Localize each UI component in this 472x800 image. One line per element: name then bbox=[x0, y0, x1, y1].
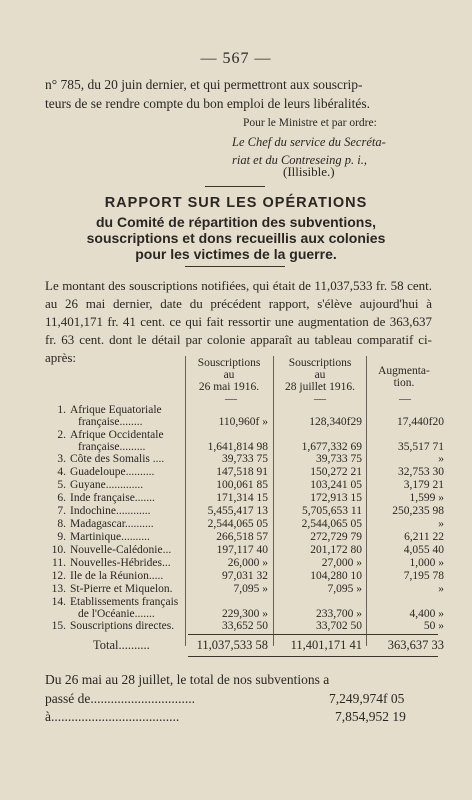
header-dash-3: — bbox=[399, 391, 411, 405]
row-may-value: 26,000 » bbox=[227, 557, 268, 569]
row-may-value: 229,300 » bbox=[222, 608, 268, 620]
closing-line-1: Du 26 mai au 28 juillet, le total de nos subventions a bbox=[45, 672, 330, 687]
row-may-value: 197,117 40 bbox=[216, 544, 268, 556]
total-july-value: 11,401,171 41 bbox=[290, 638, 362, 652]
row-number: 13. bbox=[51, 583, 66, 595]
row-july-value: 104,280 10 bbox=[310, 570, 362, 582]
row-july-value: 39,733 75 bbox=[316, 453, 362, 465]
table-row bbox=[38, 570, 444, 582]
closing-line-3-label: à...................................... bbox=[45, 709, 180, 724]
row-july-value: 201,172 80 bbox=[310, 544, 362, 556]
row-may-value: 39,733 75 bbox=[222, 453, 268, 465]
header-dash-2: — bbox=[314, 391, 326, 405]
table-row bbox=[38, 429, 438, 441]
signature-line-4: (Illisible.) bbox=[283, 164, 335, 179]
row-increase-value: 35,517 71 bbox=[398, 441, 444, 453]
total-increase-value: 363,637 33 bbox=[387, 638, 444, 652]
closing-line-2-label: passé de............................... bbox=[45, 691, 195, 706]
report-title: RAPPORT SUR LES OPÉRATIONS bbox=[104, 195, 368, 211]
row-number: 6. bbox=[57, 492, 66, 504]
report-intro: Le montant des souscriptions notifiées, qui était de 11,037,533 fr. 58 cent. au 26 mai dernier, date du précédent rapport, s'élève aujourd'hui à 11,401,171 fr. 41 cent. ce qui fait ressortir une augmentation de 363,637 fr. 63 cent. dont le détail par colonie apparaît au tableau comparatif ci-après: bbox=[45, 278, 432, 365]
table-row bbox=[38, 518, 444, 530]
row-increase-value: 3,179 21 bbox=[403, 479, 444, 491]
row-may-value: 100,061 85 bbox=[216, 479, 268, 491]
table-row bbox=[38, 441, 444, 453]
header-col-2-line-2: au bbox=[314, 369, 326, 381]
row-increase-value: 6,211 22 bbox=[404, 531, 444, 543]
row-colony-cont: de l'Océanie....... bbox=[78, 608, 155, 620]
row-colony: Guyane............. bbox=[70, 479, 144, 491]
row-may-value: 7,095 » bbox=[233, 583, 268, 595]
header-col-3-line-2: tion. bbox=[393, 377, 415, 389]
header-dash-1: — bbox=[225, 391, 237, 405]
report-subtitle-1: du Comité de répartition des subventions, bbox=[95, 214, 377, 230]
row-colony: Nouvelles-Hébrides... bbox=[70, 557, 171, 569]
row-number: 5. bbox=[57, 479, 66, 491]
opening-line-2: teurs de se rendre compte du bon emploi de leurs libéralités. bbox=[45, 96, 371, 111]
row-number: 9. bbox=[57, 531, 66, 543]
row-number: 8. bbox=[57, 518, 66, 530]
row-increase-value: 32,753 30 bbox=[398, 466, 444, 478]
row-number: 2. bbox=[57, 429, 66, 441]
row-may-value: 1,641,814 98 bbox=[207, 441, 268, 453]
total-rule-bottom bbox=[188, 656, 438, 657]
row-july-value: 33,702 50 bbox=[316, 620, 362, 632]
header-col-3 bbox=[368, 365, 440, 389]
row-colony-cont: française......... bbox=[78, 441, 146, 453]
row-july-value: 5,705,653 11 bbox=[302, 505, 362, 517]
opening-line-1: n° 785, du 20 juin dernier, et qui permettront aux souscrip- bbox=[45, 77, 363, 92]
signature-line-3: riat et du Contreseing p. i., bbox=[232, 153, 367, 167]
header-col-1-line-1: Souscriptions bbox=[197, 357, 261, 369]
row-july-value: 272,729 79 bbox=[310, 531, 362, 543]
table-row bbox=[38, 404, 438, 416]
row-colony: Ile de la Réunion..... bbox=[70, 570, 164, 582]
header-col-1 bbox=[185, 357, 273, 393]
table-row bbox=[38, 466, 444, 478]
closing-line-3-value: 7,854,952 19 bbox=[335, 709, 406, 724]
row-colony: Afrique Equatoriale bbox=[70, 404, 162, 416]
header-col-2-line-1: Souscriptions bbox=[288, 357, 352, 369]
row-number: 11. bbox=[52, 557, 66, 569]
row-colony: Indochine............ bbox=[70, 505, 151, 517]
title-rule bbox=[185, 266, 285, 267]
row-colony: Guadeloupe.......... bbox=[70, 466, 155, 478]
row-increase-value: 4,400 » bbox=[409, 608, 444, 620]
row-increase-value: 250,235 98 bbox=[392, 505, 444, 517]
row-increase-value: 50 » bbox=[423, 620, 444, 632]
row-increase-value: 7,195 78 bbox=[403, 570, 444, 582]
row-number: 10. bbox=[51, 544, 66, 556]
row-colony: Afrique Occidentale bbox=[70, 429, 164, 441]
row-increase-value: 1,599 » bbox=[409, 492, 444, 504]
row-colony: Souscriptions directes. bbox=[70, 620, 175, 632]
row-number: 4. bbox=[57, 466, 66, 478]
row-number: 7. bbox=[57, 505, 66, 517]
row-may-value: 97,031 32 bbox=[222, 570, 268, 582]
table-row bbox=[38, 453, 444, 465]
row-number: 1. bbox=[57, 404, 66, 416]
table-row bbox=[38, 596, 438, 608]
signature-line-1: Pour le Ministre et par ordre: bbox=[243, 117, 377, 129]
row-colony: Côte des Somalis .... bbox=[70, 453, 165, 465]
table-row bbox=[38, 583, 444, 595]
row-increase-value: » bbox=[438, 453, 444, 465]
row-july-value: 128,340f29 bbox=[309, 416, 362, 428]
row-july-value: 233,700 » bbox=[316, 608, 362, 620]
table-row bbox=[38, 531, 444, 543]
row-increase-value: 17,440f20 bbox=[397, 416, 444, 428]
row-july-value: 27,000 » bbox=[321, 557, 362, 569]
row-july-value: 2,544,065 05 bbox=[301, 518, 362, 530]
row-may-value: 266,518 57 bbox=[216, 531, 268, 543]
table-row bbox=[38, 557, 444, 569]
row-colony: St-Pierre et Miquelon. bbox=[70, 583, 173, 595]
table-row bbox=[38, 505, 444, 517]
separator-rule bbox=[205, 186, 265, 187]
row-may-value: 33,652 50 bbox=[222, 620, 268, 632]
row-july-value: 172,913 15 bbox=[310, 492, 362, 504]
row-colony: Madagascar.......... bbox=[70, 518, 154, 530]
header-col-1-line-2: au bbox=[223, 369, 235, 381]
report-subtitle-3: pour les victimes de la guerre. bbox=[135, 246, 337, 262]
row-may-value: 2,544,065 05 bbox=[207, 518, 268, 530]
row-july-value: 7,095 » bbox=[327, 583, 362, 595]
page-number: — 567 — bbox=[200, 50, 272, 67]
row-colony: Etablissements français bbox=[70, 596, 179, 608]
row-july-value: 1,677,332 69 bbox=[301, 441, 362, 453]
table-row bbox=[38, 492, 444, 504]
row-number: 3. bbox=[57, 453, 66, 465]
header-col-2-line-3: 28 juillet 1916. bbox=[285, 381, 355, 393]
table-row bbox=[38, 608, 444, 620]
header-col-2 bbox=[272, 357, 368, 393]
table-row bbox=[38, 416, 444, 428]
total-rule bbox=[188, 634, 438, 635]
header-col-1-line-3: 26 mai 1916. bbox=[198, 381, 260, 393]
row-number: 12. bbox=[51, 570, 66, 582]
closing-line-2-value: 7,249,974f 05 bbox=[329, 691, 405, 706]
row-colony: Martinique.......... bbox=[70, 531, 150, 543]
row-july-value: 150,272 21 bbox=[310, 466, 362, 478]
row-increase-value: 1,000 » bbox=[409, 557, 444, 569]
row-increase-value: 4,055 40 bbox=[403, 544, 444, 556]
row-may-value: 110,960f » bbox=[218, 416, 268, 428]
total-may-value: 11,037,533 58 bbox=[196, 638, 268, 652]
signature-line-2: Le Chef du service du Secréta- bbox=[232, 135, 386, 149]
row-may-value: 147,518 91 bbox=[216, 466, 268, 478]
report-subtitle-2: souscriptions et dons recueillis aux colonies bbox=[86, 230, 386, 246]
row-number: 14. bbox=[51, 596, 66, 608]
table-row bbox=[38, 544, 444, 556]
row-may-value: 5,455,417 13 bbox=[207, 505, 268, 517]
row-increase-value: » bbox=[438, 583, 444, 595]
row-colony: Nouvelle-Calédonie... bbox=[70, 544, 172, 556]
row-july-value: 103,241 05 bbox=[310, 479, 362, 491]
row-colony: Inde française....... bbox=[70, 492, 155, 504]
row-colony-cont: française........ bbox=[78, 416, 143, 428]
table-row bbox=[38, 479, 444, 491]
table-row bbox=[38, 620, 444, 632]
total-label: Total.......... bbox=[93, 638, 150, 652]
row-number: 15. bbox=[51, 620, 66, 632]
row-may-value: 171,314 15 bbox=[216, 492, 268, 504]
header-col-3-line-1: Augmenta- bbox=[378, 365, 430, 377]
row-increase-value: » bbox=[438, 518, 444, 530]
